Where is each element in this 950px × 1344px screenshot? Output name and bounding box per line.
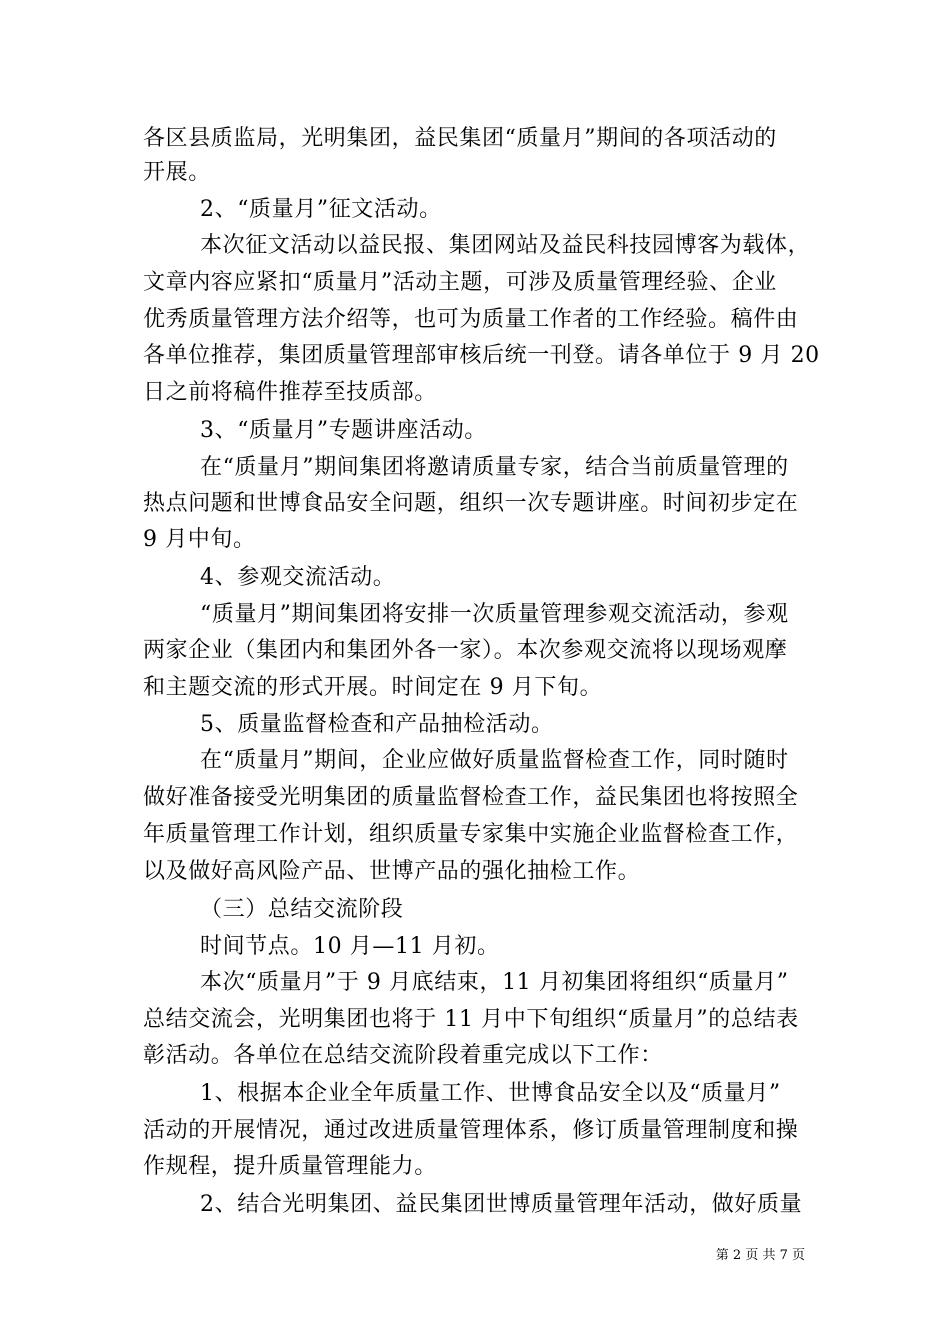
paragraph-line: 热点问题和世博食品安全问题，组织一次专题讲座。时间初步定在	[143, 491, 799, 516]
paragraph-line: 文章内容应紧扣“质量月”活动主题，可涉及质量管理经验、企业	[143, 270, 777, 295]
paragraph-line: 在“质量月”期间，企业应做好质量监督检查工作，同时随时	[200, 748, 789, 773]
paragraph-line: 开展。	[143, 160, 211, 185]
paragraph-line: 作规程，提升质量管理能力。	[143, 1154, 437, 1179]
paragraph-line: 活动的开展情况，通过改进质量管理体系，修订质量管理制度和操	[143, 1118, 799, 1143]
paragraph-line: 各单位推荐，集团质量管理部审核后统一刊登。请各单位于 9 月 20	[143, 343, 820, 368]
section-heading: （三）总结交流阶段	[200, 897, 404, 922]
section-heading: 2、“质量月”征文活动。	[200, 197, 442, 222]
paragraph-line: 在“质量月”期间集团将邀请质量专家，结合当前质量管理的	[200, 455, 789, 480]
paragraph-line: 9 月中旬。	[143, 527, 256, 552]
paragraph-line: 2、结合光明集团、益民集团世博质量管理年活动，做好质量	[200, 1192, 803, 1217]
paragraph-line: 两家企业（集团内和集团外各一家）。本次参观交流将以现场观摩	[143, 638, 788, 663]
section-heading: 5、质量监督检查和产品抽检活动。	[200, 712, 554, 737]
paragraph-line: 和主题交流的形式开展。时间定在 9 月下旬。	[143, 675, 603, 700]
section-heading: 3、“质量月”专题讲座活动。	[200, 418, 487, 443]
paragraph-line: 做好准备接受光明集团的质量监督检查工作，益民集团也将按照全	[143, 785, 799, 810]
paragraph-line: 本次“质量月”于 9 月底结束，11 月初集团将组织“质量月”	[200, 970, 789, 995]
paragraph-line: 1、根据本企业全年质量工作、世博食品安全以及“质量月”	[200, 1081, 781, 1106]
paragraph-line: 总结交流会，光明集团也将于 11 月中下旬组织“质量月”的总结表	[143, 1007, 799, 1032]
paragraph-line: 各区县质监局，光明集团，益民集团“质量月”期间的各项活动的	[143, 126, 777, 151]
paragraph-line: 时间节点。10 月—11 月初。	[200, 934, 500, 959]
paragraph-line: 本次征文活动以益民报、集团网站及益民科技园博客为载体，	[200, 233, 811, 258]
paragraph-line: 日之前将稿件推荐至技质部。	[143, 380, 437, 405]
section-heading: 4、参观交流活动。	[200, 565, 396, 590]
page-number-footer: 第 2 页 共 7 页	[715, 1248, 805, 1263]
paragraph-line: 优秀质量管理方法介绍等，也可为质量工作者的工作经验。稿件由	[143, 307, 799, 332]
paragraph-line: 以及做好高风险产品、世博产品的强化抽检工作。	[143, 859, 641, 884]
paragraph-line: “质量月”期间集团将安排一次质量管理参观交流活动，参观	[200, 602, 789, 627]
paragraph-line: 年质量管理工作计划，组织质量专家集中实施企业监督检查工作，	[143, 822, 799, 847]
paragraph-line: 彰活动。各单位在总结交流阶段着重完成以下工作：	[143, 1043, 663, 1068]
